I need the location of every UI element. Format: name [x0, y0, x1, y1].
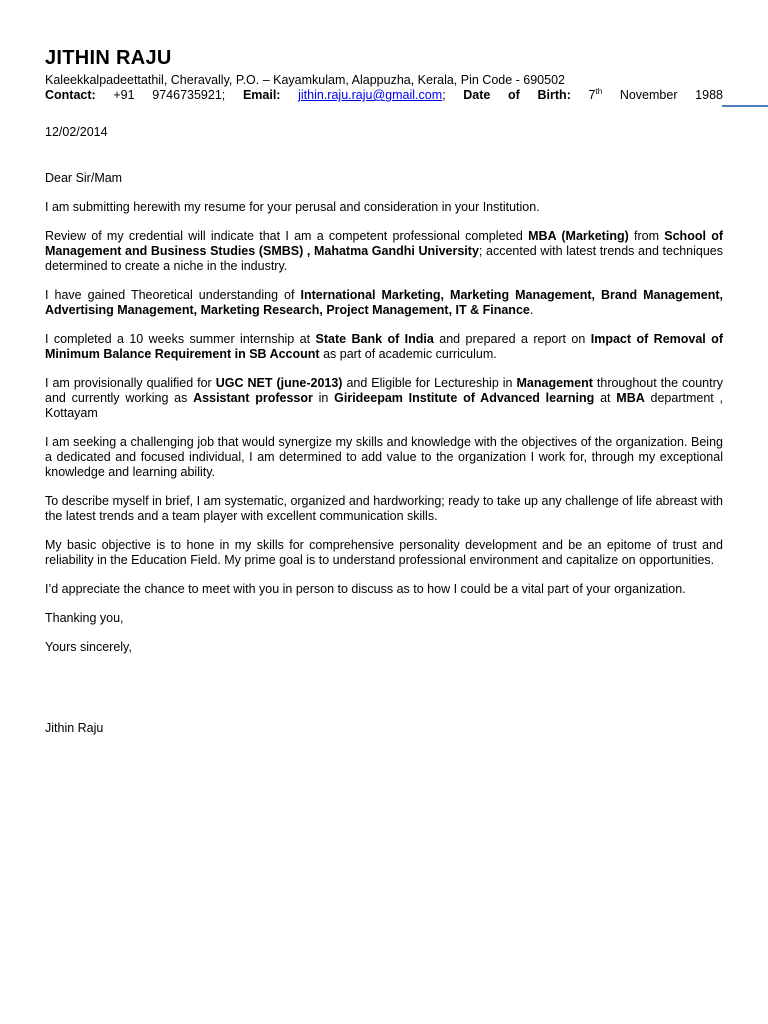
dob-day [589, 88, 603, 102]
dob-label-of: of [508, 88, 520, 102]
paragraph-theory: I have gained Theoretical understanding of International Marketing, Marketing Management, Brand Management, Advertising Management, Marketing Research, Project Management, IT & Finance. [45, 288, 723, 317]
paragraph-objective: My basic objective is to hone in my skills for comprehensive personality development and be an epitome of trust and reliability in the Education Field. My prime goal is to understand professional environment and capitalize on opportunities. [45, 538, 723, 567]
email-label: Email: [242, 88, 281, 102]
letter-date: 12/02/2014 [45, 125, 108, 139]
paragraph-credentials: Review of my credential will indicate that I am a competent professional completed MBA (Marketing) from School of Management and Business Studies (SMBS) , Mahatma Gandhi University; accented with latest trends and techniques determined to create a niche in the industry. [45, 229, 723, 273]
paragraph-internship: I completed a 10 weeks summer internship at State Bank of India and prepared a report on Impact of Removal of Minimum Balance Requirement in SB Account as part of academic curriculum. [45, 332, 723, 361]
paragraph-seeking: I am seeking a challenging job that would synergize my skills and knowledge with the objectives of the organization. Being a dedicated and focused individual, I am determined to add value to the organization I work for, through my exceptional knowledge and learning ability. [45, 435, 723, 479]
phone-prefix: +91 [113, 88, 135, 102]
dob-year: 1988 [695, 88, 723, 102]
address-line: Kaleekkalpadeettathil, Cheravally, P.O. – Kayamkulam, Alappuzha, Kerala, Pin Code - 690502 [45, 73, 565, 87]
salutation: Dear Sir/Mam [45, 171, 123, 185]
header-rule [722, 105, 768, 107]
dob-label-date: Date [463, 88, 491, 102]
paragraph-intro: I am submitting herewith my resume for your perusal and consideration in your Institution. [45, 200, 540, 214]
dob-day-suffix: th [595, 86, 603, 96]
closing-sincerely: Yours sincerely, [45, 640, 132, 654]
email-link[interactable]: jithin.raju.raju@gmail.com [298, 88, 443, 102]
email-separator: ; [442, 88, 446, 102]
phone-number: 9746735921; [152, 88, 226, 102]
dob-day-number: 7 [588, 88, 596, 102]
closing-thanks: Thanking you, [45, 611, 124, 625]
paragraph-qualification: I am provisionally qualified for UGC NET (june-2013) and Eligible for Lectureship in Management throughout the country and currently working as Assistant professor in Girideepam Institute of Advanced learning at MBA department , Kottayam [45, 376, 724, 420]
dob-month: November [619, 88, 678, 102]
contact-label: Contact: [45, 88, 96, 102]
paragraph-appreciate: I’d appreciate the chance to meet with you in person to discuss as to how I could be a vital part of your organization. [45, 582, 686, 596]
letter-body [45, 171, 723, 669]
email-group [298, 88, 445, 102]
contact-line [45, 88, 723, 102]
applicant-name: JITHIN RAJU [45, 47, 172, 69]
dob-label-birth: Birth: [537, 88, 571, 102]
paragraph-describe: To describe myself in brief, I am systematic, organized and hardworking; ready to take up any challenge of life abreast with the latest trends and a team player with excellent communication skills. [45, 494, 723, 523]
signature-name: Jithin Raju [45, 721, 104, 735]
